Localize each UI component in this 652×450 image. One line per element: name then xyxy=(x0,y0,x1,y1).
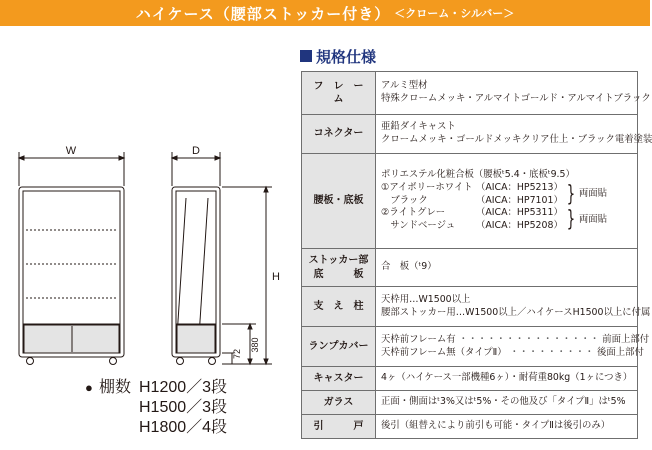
lamp-position: 前面上部付 xyxy=(602,333,650,345)
color-code: （AICA：HP5213） xyxy=(476,181,563,193)
spec-line xyxy=(381,346,644,360)
spec-value xyxy=(376,327,650,367)
width-dimension xyxy=(19,152,124,186)
spec-value: 4ヶ（ハイケース一部機種6ヶ）・耐荷重80kg（1ヶにつき） xyxy=(376,367,638,391)
spec-key: 支 え 柱 xyxy=(302,287,376,327)
spec-row-post xyxy=(302,287,638,327)
lamp-position: 後面上部付 xyxy=(597,346,644,358)
color-group-1 xyxy=(381,182,632,207)
spec-value xyxy=(376,72,651,115)
front-view xyxy=(19,187,124,365)
shelf-label: 棚数 xyxy=(99,379,132,396)
title-bar xyxy=(0,0,650,26)
spec-row-door xyxy=(302,415,638,439)
brace-icon: } xyxy=(566,181,576,207)
color-name: ②ライトグレー xyxy=(381,207,446,219)
spec-key-line: 底 板 xyxy=(313,268,364,280)
spec-row-connector xyxy=(302,115,638,154)
page-title: ハイケース（腰部ストッカー付き） xyxy=(135,4,391,23)
shelf-value: H1800／4段 xyxy=(139,419,228,436)
depth-dimension xyxy=(172,152,220,186)
depth-label: D xyxy=(192,145,200,157)
height-label: H xyxy=(272,271,280,283)
leader-dots: ・・・・・・・・・・・・・・・ xyxy=(458,333,600,345)
leader-dots: ・・・・・・・・・ xyxy=(509,346,595,358)
page-subtitle: ＜クローム・シルバー＞ xyxy=(394,7,515,20)
spec-heading-text: 規格仕様 xyxy=(316,47,377,66)
spec-row-panel xyxy=(302,154,638,249)
spec-row-caster xyxy=(302,367,638,391)
color-name: ①アイボリーホワイト xyxy=(381,181,473,193)
color-code: （AICA：HP5208） xyxy=(476,220,563,232)
shelf-value: H1500／3段 xyxy=(139,399,228,416)
color-code: （AICA：HP7101） xyxy=(476,194,563,206)
color-name: ブラック xyxy=(381,194,428,206)
brace-icon: } xyxy=(566,207,576,233)
shelf-row xyxy=(85,418,227,438)
spec-value xyxy=(376,154,638,249)
spec-row-stocker xyxy=(302,249,638,287)
spec-table xyxy=(301,71,652,439)
spec-line: クロームメッキ・ゴールドメッキクリア仕上・ブラック電着塗装 xyxy=(381,134,652,145)
spec-line: 亜鉛ダイキャスト xyxy=(381,121,456,133)
bullet-icon: ● xyxy=(85,380,93,395)
shelf-count-list xyxy=(85,378,227,438)
width-label: W xyxy=(65,145,77,157)
spec-line: アルミ型材 xyxy=(381,80,428,92)
color-group-2 xyxy=(381,207,632,232)
spec-heading xyxy=(300,45,376,67)
spec-row-frame xyxy=(302,72,638,115)
spec-row-lamp xyxy=(302,327,638,367)
side-view xyxy=(172,187,220,365)
spec-value: 合 板（ᵗ9） xyxy=(376,249,638,287)
shelf-row xyxy=(85,378,227,398)
lamp-condition: 天枠前フレーム無（タイプⅡ） xyxy=(381,346,507,358)
spec-key: コネクター xyxy=(302,115,376,154)
spec-line: ポリエステル化粧合板（腰板ᵗ5.4・底板ᵗ9.5） xyxy=(381,169,575,181)
case-drawings xyxy=(0,140,290,380)
shelf-value: H1200／3段 xyxy=(139,379,228,396)
dim-72-label: 72 xyxy=(232,348,242,360)
spec-line: 天枠用…W1500以上 xyxy=(381,293,471,305)
spec-row-glass xyxy=(302,391,638,415)
spec-line xyxy=(381,333,650,347)
spec-key: キャスター xyxy=(302,367,376,391)
mount-note: 両面貼 xyxy=(578,188,607,200)
spec-line: 腰部ストッカー用…W1500以上／ハイケースH1500以上に付属 xyxy=(381,306,651,318)
spec-key-line: ストッカー部 xyxy=(308,255,369,266)
spec-key xyxy=(302,249,376,287)
height-dimension xyxy=(222,187,272,364)
spec-value xyxy=(376,115,652,154)
color-name: サンドベージュ xyxy=(381,220,456,232)
dim-380-label: 380 xyxy=(250,337,260,353)
spec-value xyxy=(376,287,651,327)
shelf-row xyxy=(85,398,227,418)
spec-line: 特殊クロームメッキ・アルマイトゴールド・アルマイトブラック xyxy=(381,93,651,104)
spec-value: 正面・側面はᵗ3%又はᵗ5%・その他及び「タイプⅡ」はᵗ5% xyxy=(376,391,638,415)
mount-note: 両面貼 xyxy=(578,213,607,225)
spec-value: 後引（組替えにより前引も可能・タイプⅡは後引のみ） xyxy=(376,415,638,439)
spec-key: フ レ ー ム xyxy=(302,72,376,115)
color-code: （AICA：HP5311） xyxy=(476,207,563,219)
spec-key: 引 戸 xyxy=(302,415,376,439)
spec-key: ガラス xyxy=(302,391,376,415)
spec-key: ランプカバー xyxy=(302,327,376,367)
spec-key: 腰板・底板 xyxy=(302,154,376,249)
square-bullet-icon xyxy=(300,50,312,62)
lamp-condition: 天枠前フレーム有 xyxy=(381,333,456,345)
